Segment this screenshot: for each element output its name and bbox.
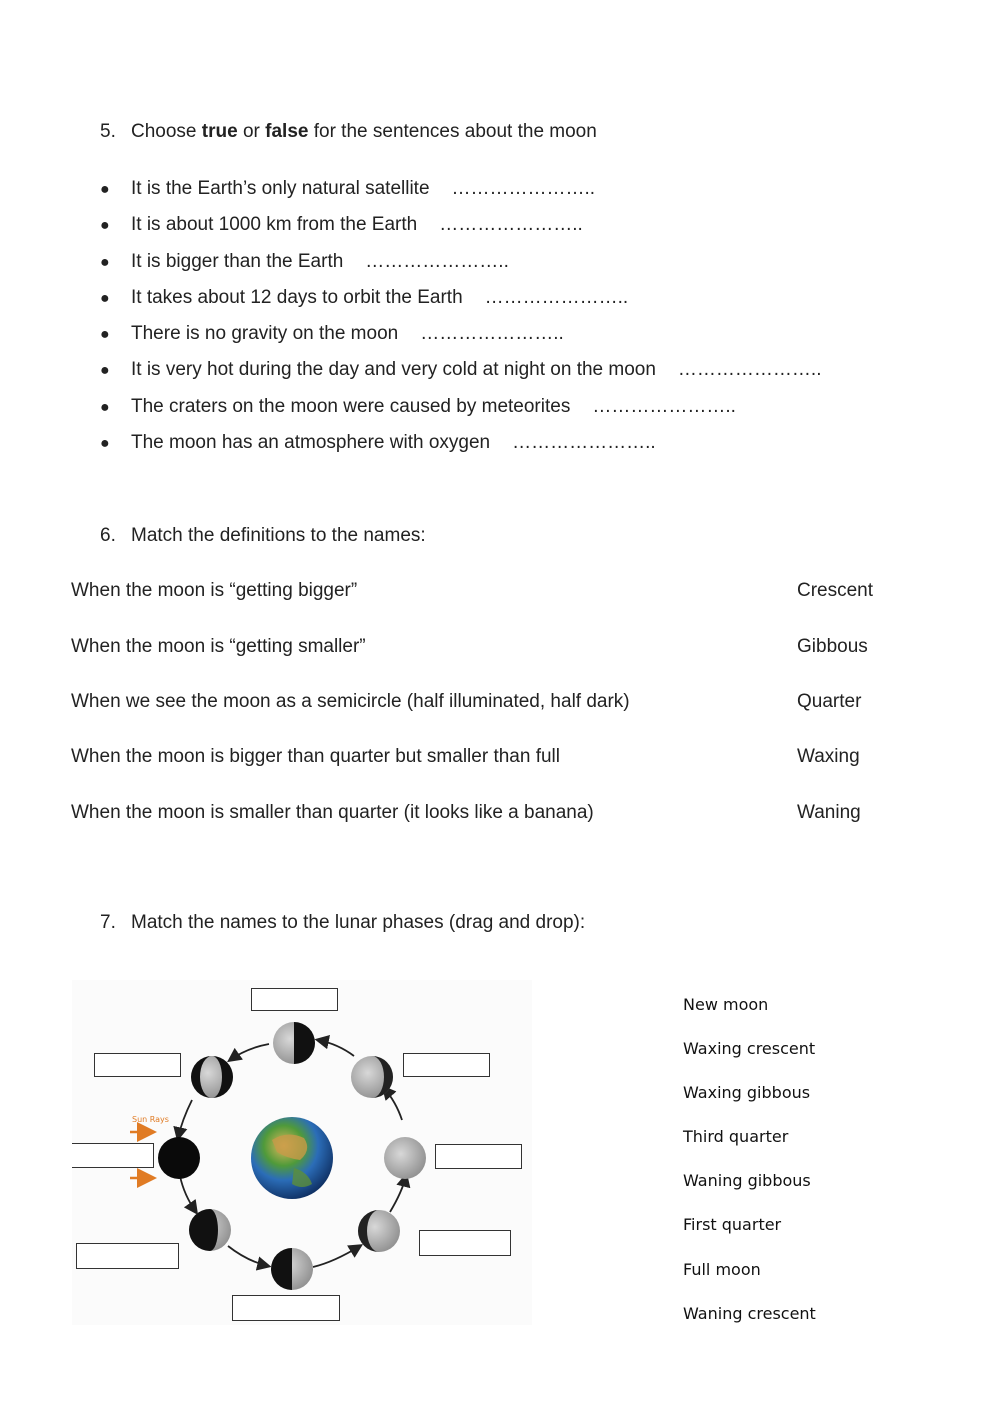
q5-statement [100, 356, 821, 392]
q5-answer-blank[interactable]: ………………….. [512, 432, 656, 454]
phase-drop-box-top[interactable] [251, 988, 338, 1011]
q5-title [100, 121, 597, 143]
q5-answer-blank[interactable]: ………………….. [484, 286, 629, 308]
q5-answer-blank[interactable]: ………………….. [439, 214, 583, 236]
orbit-arrow [180, 1176, 196, 1212]
q5-true-word: true [201, 121, 238, 142]
phase-drop-box-upper-left[interactable] [94, 1053, 181, 1077]
q6-name-crescent[interactable]: Crescent [797, 580, 874, 601]
moon-phase-icon [358, 1210, 400, 1252]
moon-phase-icon [351, 1056, 393, 1098]
q7-title [100, 912, 585, 934]
q5-statement-text: There is no gravity on the moon [131, 323, 399, 345]
phase-label-new-moon[interactable]: New moon [683, 995, 769, 1014]
q5-false-word: false [265, 121, 309, 142]
q5-middle: or [237, 121, 266, 142]
phase-drop-box-upper-right[interactable] [403, 1053, 490, 1077]
q6-name-gibbous[interactable]: Gibbous [797, 636, 868, 657]
q5-statement [100, 175, 821, 211]
phase-label-waxing-gibbous[interactable]: Waxing gibbous [683, 1083, 811, 1102]
moon-phase-icon [384, 1137, 426, 1179]
q6-definition[interactable]: When we see the moon as a semicircle (half illuminated, half dark) [71, 691, 630, 712]
orbit-arrow [384, 1088, 402, 1120]
q5-statement [100, 429, 821, 465]
q6-number: 6. [100, 525, 116, 546]
q6-title [100, 525, 426, 547]
orbit-arrow [230, 1044, 269, 1060]
q5-answer-blank[interactable]: ………………….. [365, 250, 509, 272]
q6-name-quarter[interactable]: Quarter [797, 691, 862, 712]
q5-answer-blank[interactable]: ………………….. [420, 323, 564, 345]
q5-statement-text: It is the Earth’s only natural satellite [131, 178, 430, 199]
q5-suffix: for the sentences about the moon [308, 121, 597, 142]
q5-statement [100, 248, 821, 284]
q5-answer-blank[interactable]: ………………….. [592, 395, 736, 417]
orbit-arrow [390, 1176, 406, 1212]
phase-label-waning-crescent[interactable]: Waning crescent [683, 1304, 816, 1323]
phase-label-full-moon[interactable]: Full moon [683, 1260, 761, 1279]
q5-statement-list [100, 175, 821, 465]
q5-statement-text: It is bigger than the Earth [131, 250, 344, 272]
q6-definition[interactable]: When the moon is “getting smaller” [71, 636, 366, 657]
orbit-arrow [313, 1246, 360, 1267]
q5-statement [100, 320, 821, 356]
q6-name-waning[interactable]: Waning [797, 802, 861, 823]
q5-statement-text: It is very hot during the day and very cold at night on the moon [131, 359, 656, 381]
orbit-arrow [228, 1246, 268, 1266]
q6-definition[interactable]: When the moon is “getting bigger” [71, 580, 358, 601]
moon-phase-icon [271, 1248, 313, 1290]
sun-rays-label: Sun Rays [132, 1115, 169, 1124]
phase-drop-box-left[interactable] [72, 1143, 154, 1168]
phase-label-waning-gibbous[interactable]: Waning gibbous [683, 1171, 811, 1190]
q6-definition[interactable]: When the moon is smaller than quarter (it looks like a banana) [71, 802, 594, 823]
phase-label-waxing-crescent[interactable]: Waxing crescent [683, 1039, 816, 1058]
orbit-arrow [318, 1040, 354, 1056]
q5-answer-blank[interactable]: ………………….. [677, 359, 822, 381]
q5-answer-blank[interactable]: ………………….. [451, 178, 596, 199]
moon-phase-icon [191, 1056, 233, 1098]
phase-drop-box-lower-right[interactable] [419, 1230, 511, 1256]
q5-statement [100, 211, 821, 247]
moon-phase-icon [273, 1022, 315, 1064]
bullet-icon: ● [100, 217, 110, 235]
bullet-icon: ● [100, 362, 110, 380]
bullet-icon: ● [100, 181, 110, 198]
bullet-icon: ● [100, 326, 110, 344]
phase-label-third-quarter[interactable]: Third quarter [683, 1127, 789, 1146]
moon-phase-icon [158, 1137, 200, 1179]
q6-name-waxing[interactable]: Waxing [797, 746, 860, 767]
orbit-arrow [178, 1100, 192, 1138]
phase-drop-box-right[interactable] [435, 1144, 522, 1169]
phase-drop-box-lower-left[interactable] [76, 1243, 179, 1269]
q6-title-text: Match the definitions to the names: [131, 525, 426, 546]
q5-statement-text: The craters on the moon were caused by meteorites [131, 395, 571, 417]
earth-icon [251, 1117, 333, 1199]
q5-number: 5. [100, 121, 116, 142]
moon-phase-icon [189, 1209, 231, 1251]
phase-drop-box-bottom[interactable] [232, 1295, 340, 1321]
q7-number: 7. [100, 912, 116, 933]
q5-statement-text: It takes about 12 days to orbit the Earth [131, 286, 463, 308]
q5-statement [100, 393, 821, 429]
bullet-icon: ● [100, 289, 110, 307]
q5-prefix: Choose [131, 121, 202, 142]
q5-statement [100, 284, 821, 320]
phase-label-first-quarter[interactable]: First quarter [683, 1215, 782, 1234]
q5-statement-text: It is about 1000 km from the Earth [131, 214, 418, 236]
q7-title-text: Match the names to the lunar phases (drag and drop): [131, 912, 586, 933]
bullet-icon: ● [100, 253, 110, 271]
bullet-icon: ● [100, 435, 110, 453]
bullet-icon: ● [100, 398, 110, 416]
q6-definition[interactable]: When the moon is bigger than quarter but smaller than full [71, 746, 560, 767]
q5-statement-text: The moon has an atmosphere with oxygen [131, 432, 491, 454]
